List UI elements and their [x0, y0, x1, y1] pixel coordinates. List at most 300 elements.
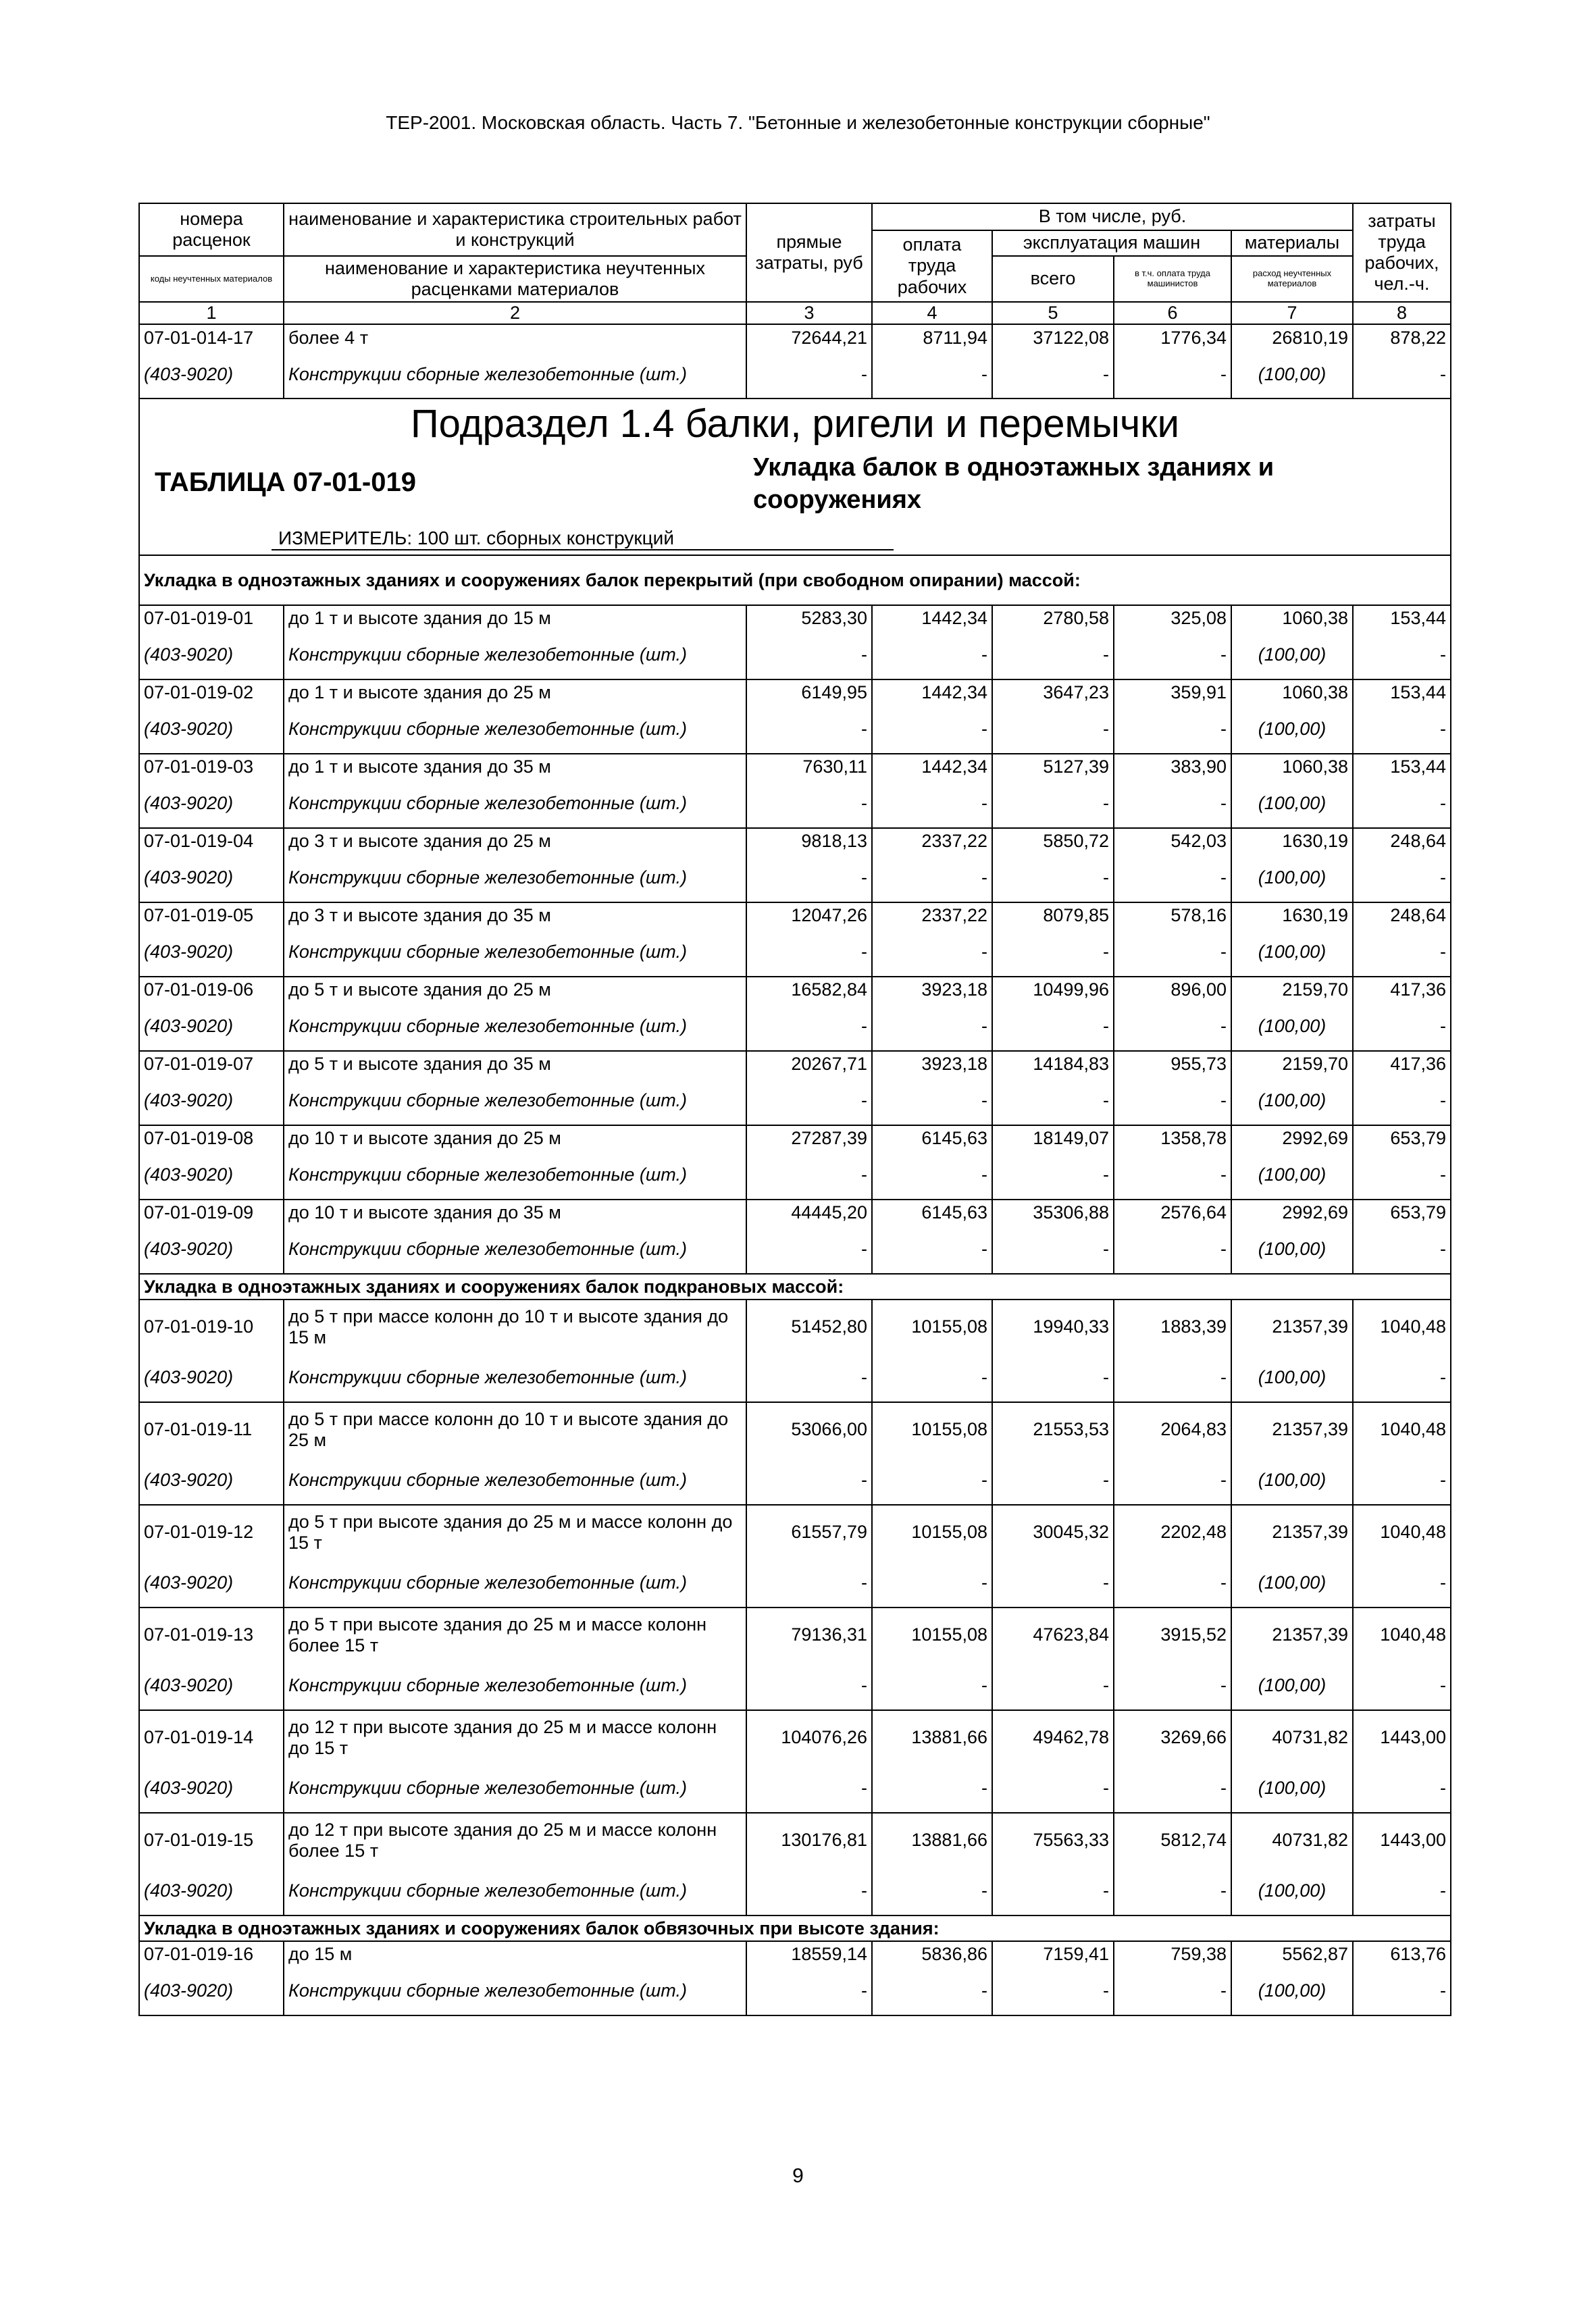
- header-direct-costs: прямые затраты, руб: [746, 203, 872, 302]
- empty-value: -: [746, 1967, 872, 2015]
- rate-value: 6149,95: [746, 679, 872, 705]
- empty-value: -: [872, 1002, 992, 1051]
- empty-value: -: [1114, 1867, 1231, 1916]
- empty-value: -: [992, 1354, 1114, 1402]
- rate-name: до 1 т и высоте здания до 15 м: [284, 605, 746, 631]
- rate-code: 07-01-019-01: [139, 605, 284, 631]
- empty-value: -: [872, 1867, 992, 1916]
- rate-value: 6145,63: [872, 1125, 992, 1151]
- empty-value: -: [746, 1456, 872, 1505]
- rate-value: 75563,33: [992, 1813, 1114, 1867]
- rates-table: [138, 203, 1451, 2016]
- table-heading-block: [139, 398, 1451, 555]
- rate-value: 5850,72: [992, 828, 1114, 854]
- material-name: Конструкции сборные железобетонные (шт.): [284, 1002, 746, 1051]
- empty-value: -: [992, 779, 1114, 828]
- material-consumption: (100,00): [1231, 928, 1353, 977]
- material-code: (403-9020): [139, 854, 284, 902]
- empty-value: -: [1353, 928, 1451, 977]
- empty-value: -: [1353, 1077, 1451, 1125]
- rate-value: 35306,88: [992, 1200, 1114, 1225]
- material-name: Конструкции сборные железобетонные (шт.): [284, 1662, 746, 1710]
- rate-value: 14184,83: [992, 1051, 1114, 1077]
- header-materials: материалы: [1231, 230, 1353, 256]
- column-number: 2: [284, 302, 746, 324]
- rate-value: 248,64: [1353, 828, 1451, 854]
- empty-value: -: [746, 1662, 872, 1710]
- empty-value: -: [872, 1967, 992, 2015]
- rate-value: 21357,39: [1231, 1402, 1353, 1456]
- empty-value: -: [1353, 1559, 1451, 1608]
- rate-value: 759,38: [1114, 1941, 1231, 1967]
- header-name: наименование и характеристика строительных работ и конструкций: [284, 203, 746, 256]
- empty-value: -: [992, 705, 1114, 754]
- rate-value: 613,76: [1353, 1941, 1451, 1967]
- rate-code: 07-01-019-10: [139, 1300, 284, 1354]
- rate-value: 53066,00: [746, 1402, 872, 1456]
- rate-code: 07-01-019-16: [139, 1941, 284, 1967]
- material-consumption: (100,00): [1231, 1662, 1353, 1710]
- material-consumption: (100,00): [1231, 631, 1353, 679]
- table-row: [139, 1608, 1451, 1662]
- rate-value: 896,00: [1114, 977, 1231, 1002]
- rate-value: 1443,00: [1353, 1710, 1451, 1764]
- material-code: (403-9020): [139, 1151, 284, 1200]
- material-name: Конструкции сборные железобетонные (шт.): [284, 1225, 746, 1274]
- column-number: 5: [992, 302, 1114, 324]
- page-number: 9: [792, 2165, 804, 2187]
- group-title: Укладка в одноэтажных зданиях и сооружениях балок обвязочных при высоте здания:: [139, 1916, 1451, 1941]
- material-row: [139, 1151, 1451, 1200]
- material-code: (403-9020): [139, 1456, 284, 1505]
- empty-value: -: [1353, 1354, 1451, 1402]
- table-row: [139, 754, 1451, 779]
- material-row: [139, 631, 1451, 679]
- group-header: [139, 1274, 1451, 1300]
- rate-value: 1358,78: [1114, 1125, 1231, 1151]
- group-header: [139, 555, 1451, 605]
- rate-value: 2337,22: [872, 828, 992, 854]
- empty-value: -: [992, 1867, 1114, 1916]
- empty-value: -: [872, 928, 992, 977]
- rate-value: 578,16: [1114, 902, 1231, 928]
- empty-value: -: [872, 351, 992, 398]
- rate-value: 153,44: [1353, 754, 1451, 779]
- empty-value: -: [872, 1456, 992, 1505]
- empty-value: -: [872, 1225, 992, 1274]
- rate-code: 07-01-019-06: [139, 977, 284, 1002]
- empty-value: -: [992, 1559, 1114, 1608]
- empty-value: -: [1353, 854, 1451, 902]
- header-labor: затраты труда рабочих, чел.-ч.: [1353, 203, 1451, 302]
- rate-value: 248,64: [1353, 902, 1451, 928]
- empty-value: -: [872, 1662, 992, 1710]
- header-machines-total: всего: [992, 256, 1114, 302]
- empty-value: -: [992, 1764, 1114, 1813]
- rate-value: 1040,48: [1353, 1505, 1451, 1559]
- header-labor-pay: оплата труда рабочих: [872, 230, 992, 302]
- rate-value: 417,36: [1353, 1051, 1451, 1077]
- rate-code: 07-01-019-05: [139, 902, 284, 928]
- rate-value: 10499,96: [992, 977, 1114, 1002]
- material-consumption: (100,00): [1231, 1764, 1353, 1813]
- rate-code: 07-01-019-03: [139, 754, 284, 779]
- unit-underline: [272, 549, 894, 550]
- empty-value: -: [1353, 1764, 1451, 1813]
- empty-value: -: [1114, 779, 1231, 828]
- empty-value: -: [1353, 1225, 1451, 1274]
- rate-name: более 4 т: [284, 324, 746, 351]
- table-row: [139, 1300, 1451, 1354]
- table-row: [139, 1505, 1451, 1559]
- table-row: [139, 1710, 1451, 1764]
- empty-value: -: [1353, 1662, 1451, 1710]
- rate-value: 955,73: [1114, 1051, 1231, 1077]
- rate-name: до 1 т и высоте здания до 25 м: [284, 679, 746, 705]
- rate-name: до 1 т и высоте здания до 35 м: [284, 754, 746, 779]
- rate-value: 9818,13: [746, 828, 872, 854]
- rate-value: 18559,14: [746, 1941, 872, 1967]
- rate-value: 5127,39: [992, 754, 1114, 779]
- table-row: [139, 1051, 1451, 1077]
- rate-value: 417,36: [1353, 977, 1451, 1002]
- empty-value: -: [1353, 1151, 1451, 1200]
- rate-value: 21553,53: [992, 1402, 1114, 1456]
- rate-value: 1060,38: [1231, 754, 1353, 779]
- rate-value: 5283,30: [746, 605, 872, 631]
- empty-value: -: [872, 779, 992, 828]
- rate-value: 653,79: [1353, 1125, 1451, 1151]
- rate-value: 1040,48: [1353, 1608, 1451, 1662]
- material-row: [139, 1225, 1451, 1274]
- rate-value: 47623,84: [992, 1608, 1114, 1662]
- material-name: Конструкции сборные железобетонные (шт.): [284, 1764, 746, 1813]
- rate-value: 2337,22: [872, 902, 992, 928]
- rate-name: до 12 т при высоте здания до 25 м и массе колонн до 15 т: [284, 1710, 746, 1764]
- empty-value: -: [872, 1354, 992, 1402]
- material-name: Конструкции сборные железобетонные (шт.): [284, 1867, 746, 1916]
- rate-code: 07-01-019-14: [139, 1710, 284, 1764]
- material-name: Конструкции сборные железобетонные (шт.): [284, 1559, 746, 1608]
- rate-name: до 5 т при массе колонн до 10 т и высоте здания до 15 м: [284, 1300, 746, 1354]
- material-consumption: (100,00): [1231, 1456, 1353, 1505]
- material-code: (403-9020): [139, 1002, 284, 1051]
- material-code: (403-9020): [139, 779, 284, 828]
- rate-value: 2159,70: [1231, 977, 1353, 1002]
- material-row: [139, 1456, 1451, 1505]
- rate-value: 10155,08: [872, 1300, 992, 1354]
- empty-value: -: [746, 705, 872, 754]
- rate-name: до 5 т при высоте здания до 25 м и массе колонн до 15 т: [284, 1505, 746, 1559]
- rate-value: 13881,66: [872, 1813, 992, 1867]
- material-code: (403-9020): [139, 1867, 284, 1916]
- empty-value: -: [992, 1077, 1114, 1125]
- rate-name: до 5 т при массе колонн до 10 т и высоте здания до 25 м: [284, 1402, 746, 1456]
- material-code: (403-9020): [139, 1764, 284, 1813]
- column-number: 8: [1353, 302, 1451, 324]
- rate-code: 07-01-019-08: [139, 1125, 284, 1151]
- empty-value: -: [872, 854, 992, 902]
- material-code: (403-9020): [139, 351, 284, 398]
- column-number: 7: [1231, 302, 1353, 324]
- empty-value: -: [1353, 779, 1451, 828]
- material-row: [139, 1662, 1451, 1710]
- material-row: [139, 1559, 1451, 1608]
- rate-value: 5812,74: [1114, 1813, 1231, 1867]
- rate-value: 2064,83: [1114, 1402, 1231, 1456]
- table-row: [139, 324, 1451, 351]
- rate-value: 1443,00: [1353, 1813, 1451, 1867]
- rate-value: 1630,19: [1231, 902, 1353, 928]
- empty-value: -: [992, 928, 1114, 977]
- rate-value: 104076,26: [746, 1710, 872, 1764]
- empty-value: -: [872, 705, 992, 754]
- rate-name: до 5 т и высоте здания до 35 м: [284, 1051, 746, 1077]
- rate-value: 61557,79: [746, 1505, 872, 1559]
- subsection-title: Подраздел 1.4 балки, ригели и перемычки: [410, 402, 1180, 446]
- rate-value: 1060,38: [1231, 679, 1353, 705]
- empty-value: -: [746, 1764, 872, 1813]
- rate-value: 44445,20: [746, 1200, 872, 1225]
- material-row: [139, 854, 1451, 902]
- table-row: [139, 828, 1451, 854]
- rate-name: до 15 м: [284, 1941, 746, 1967]
- unit-of-measure: ИЗМЕРИТЕЛЬ: 100 шт. сборных конструкций: [278, 528, 674, 549]
- material-consumption: (100,00): [1231, 705, 1353, 754]
- rate-value: 21357,39: [1231, 1608, 1353, 1662]
- table-title: Укладка балок в одноэтажных зданиях и сооружениях: [753, 453, 1275, 514]
- empty-value: -: [1353, 351, 1451, 398]
- empty-value: -: [1114, 928, 1231, 977]
- material-name: Конструкции сборные железобетонные (шт.): [284, 1456, 746, 1505]
- empty-value: -: [872, 1151, 992, 1200]
- empty-value: -: [746, 854, 872, 902]
- empty-value: -: [746, 1354, 872, 1402]
- empty-value: -: [992, 631, 1114, 679]
- rate-value: 21357,39: [1231, 1300, 1353, 1354]
- material-name: Конструкции сборные железобетонные (шт.): [284, 631, 746, 679]
- rate-value: 72644,21: [746, 324, 872, 351]
- empty-value: -: [992, 1662, 1114, 1710]
- empty-value: -: [1353, 631, 1451, 679]
- material-name: Конструкции сборные железобетонные (шт.): [284, 705, 746, 754]
- table-row: [139, 605, 1451, 631]
- rate-value: 16582,84: [746, 977, 872, 1002]
- material-code: (403-9020): [139, 1559, 284, 1608]
- table-row: [139, 1941, 1451, 1967]
- empty-value: -: [992, 854, 1114, 902]
- empty-value: -: [1353, 1002, 1451, 1051]
- material-code: (403-9020): [139, 1354, 284, 1402]
- empty-value: -: [1114, 351, 1231, 398]
- material-name: Конструкции сборные железобетонные (шт.): [284, 779, 746, 828]
- empty-value: -: [1114, 1077, 1231, 1125]
- material-code: (403-9020): [139, 1225, 284, 1274]
- rate-value: 1442,34: [872, 605, 992, 631]
- table-row: [139, 902, 1451, 928]
- empty-value: -: [1353, 1867, 1451, 1916]
- empty-value: -: [1114, 1559, 1231, 1608]
- rate-name: до 10 т и высоте здания до 25 м: [284, 1125, 746, 1151]
- empty-value: -: [1353, 1967, 1451, 2015]
- rate-value: 1060,38: [1231, 605, 1353, 631]
- rate-code: 07-01-019-15: [139, 1813, 284, 1867]
- empty-value: -: [1114, 1354, 1231, 1402]
- table-row: [139, 1813, 1451, 1867]
- rate-value: 8079,85: [992, 902, 1114, 928]
- material-code: (403-9020): [139, 1967, 284, 2015]
- rate-value: 6145,63: [872, 1200, 992, 1225]
- header-machines-pay: в т.ч. оплата труда машинистов: [1114, 256, 1231, 302]
- material-name: Конструкции сборные железобетонные (шт.): [284, 928, 746, 977]
- table-code: ТАБЛИЦА 07-01-019: [155, 467, 416, 498]
- rate-value: 8711,94: [872, 324, 992, 351]
- rate-value: 18149,07: [992, 1125, 1114, 1151]
- rate-value: 10155,08: [872, 1608, 992, 1662]
- rate-value: 1442,34: [872, 754, 992, 779]
- empty-value: -: [1353, 705, 1451, 754]
- table-row: [139, 1125, 1451, 1151]
- empty-value: -: [746, 1559, 872, 1608]
- empty-value: -: [1114, 631, 1231, 679]
- table-row: [139, 679, 1451, 705]
- material-name: Конструкции сборные железобетонные (шт.): [284, 351, 746, 398]
- empty-value: -: [1114, 1225, 1231, 1274]
- rate-name: до 3 т и высоте здания до 35 м: [284, 902, 746, 928]
- material-name: Конструкции сборные железобетонные (шт.): [284, 1354, 746, 1402]
- empty-value: -: [992, 1456, 1114, 1505]
- material-row: [139, 1764, 1451, 1813]
- empty-value: -: [746, 1867, 872, 1916]
- material-row: [139, 1867, 1451, 1916]
- empty-value: -: [992, 351, 1114, 398]
- empty-value: -: [992, 1002, 1114, 1051]
- rate-value: 653,79: [1353, 1200, 1451, 1225]
- material-consumption: (100,00): [1231, 351, 1353, 398]
- rate-value: 2992,69: [1231, 1125, 1353, 1151]
- rate-value: 542,03: [1114, 828, 1231, 854]
- group-title: Укладка в одноэтажных зданиях и сооружениях балок перекрытий (при свободном опирании) массой:: [139, 555, 1451, 605]
- empty-value: -: [1114, 1764, 1231, 1813]
- rate-value: 26810,19: [1231, 324, 1353, 351]
- header-code: номера расценок: [139, 203, 284, 256]
- rate-value: 1040,48: [1353, 1300, 1451, 1354]
- rate-value: 10155,08: [872, 1505, 992, 1559]
- material-consumption: (100,00): [1231, 1077, 1353, 1125]
- column-numbers-row: [139, 302, 1451, 324]
- material-code: (403-9020): [139, 1077, 284, 1125]
- rate-value: 3269,66: [1114, 1710, 1231, 1764]
- material-code: (403-9020): [139, 631, 284, 679]
- material-row: [139, 351, 1451, 398]
- empty-value: -: [1114, 854, 1231, 902]
- rate-value: 3923,18: [872, 1051, 992, 1077]
- table-row: [139, 977, 1451, 1002]
- rate-value: 21357,39: [1231, 1505, 1353, 1559]
- rate-value: 1776,34: [1114, 324, 1231, 351]
- rate-value: 12047,26: [746, 902, 872, 928]
- rate-value: 1630,19: [1231, 828, 1353, 854]
- empty-value: -: [872, 631, 992, 679]
- material-consumption: (100,00): [1231, 1151, 1353, 1200]
- empty-value: -: [746, 779, 872, 828]
- rate-value: 40731,82: [1231, 1813, 1353, 1867]
- rate-name: до 5 т при высоте здания до 25 м и массе колонн более 15 т: [284, 1608, 746, 1662]
- material-code: (403-9020): [139, 1662, 284, 1710]
- rate-value: 79136,31: [746, 1608, 872, 1662]
- empty-value: -: [992, 1967, 1114, 2015]
- rate-code: 07-01-019-07: [139, 1051, 284, 1077]
- rate-value: 2159,70: [1231, 1051, 1353, 1077]
- rate-value: 7159,41: [992, 1941, 1114, 1967]
- empty-value: -: [1114, 1151, 1231, 1200]
- rate-value: 1040,48: [1353, 1402, 1451, 1456]
- rate-value: 1442,34: [872, 679, 992, 705]
- rate-value: 359,91: [1114, 679, 1231, 705]
- rate-value: 878,22: [1353, 324, 1451, 351]
- header-name-sub: наименование и характеристика неучтенных расценками материалов: [284, 256, 746, 302]
- rate-code: 07-01-014-17: [139, 324, 284, 351]
- rate-value: 2202,48: [1114, 1505, 1231, 1559]
- rate-code: 07-01-019-02: [139, 679, 284, 705]
- rate-value: 37122,08: [992, 324, 1114, 351]
- material-row: [139, 705, 1451, 754]
- column-number: 3: [746, 302, 872, 324]
- empty-value: -: [1114, 1002, 1231, 1051]
- material-name: Конструкции сборные железобетонные (шт.): [284, 854, 746, 902]
- empty-value: -: [992, 1225, 1114, 1274]
- empty-value: -: [746, 631, 872, 679]
- rate-code: 07-01-019-11: [139, 1402, 284, 1456]
- material-consumption: (100,00): [1231, 1002, 1353, 1051]
- material-consumption: (100,00): [1231, 779, 1353, 828]
- rate-code: 07-01-019-09: [139, 1200, 284, 1225]
- rate-name: до 5 т и высоте здания до 25 м: [284, 977, 746, 1002]
- header-materials-sub: расход неучтенных материалов: [1231, 256, 1353, 302]
- material-consumption: (100,00): [1231, 1967, 1353, 2015]
- rate-value: 5836,86: [872, 1941, 992, 1967]
- empty-value: -: [872, 1559, 992, 1608]
- rate-value: 2576,64: [1114, 1200, 1231, 1225]
- empty-value: -: [746, 351, 872, 398]
- material-row: [139, 1967, 1451, 2015]
- column-number: 4: [872, 302, 992, 324]
- rate-value: 13881,66: [872, 1710, 992, 1764]
- rate-value: 3923,18: [872, 977, 992, 1002]
- rate-value: 27287,39: [746, 1125, 872, 1151]
- empty-value: -: [746, 1151, 872, 1200]
- empty-value: -: [1114, 705, 1231, 754]
- rate-code: 07-01-019-04: [139, 828, 284, 854]
- material-name: Конструкции сборные железобетонные (шт.): [284, 1967, 746, 2015]
- rate-value: 130176,81: [746, 1813, 872, 1867]
- rate-value: 1883,39: [1114, 1300, 1231, 1354]
- rate-value: 153,44: [1353, 605, 1451, 631]
- material-row: [139, 779, 1451, 828]
- rate-value: 20267,71: [746, 1051, 872, 1077]
- material-name: Конструкции сборные железобетонные (шт.): [284, 1151, 746, 1200]
- empty-value: -: [746, 928, 872, 977]
- rate-value: 19940,33: [992, 1300, 1114, 1354]
- rate-value: 153,44: [1353, 679, 1451, 705]
- rate-value: 10155,08: [872, 1402, 992, 1456]
- column-number: 1: [139, 302, 284, 324]
- rate-value: 5562,87: [1231, 1941, 1353, 1967]
- table-row: [139, 1402, 1451, 1456]
- material-consumption: (100,00): [1231, 1559, 1353, 1608]
- rate-name: до 3 т и высоте здания до 25 м: [284, 828, 746, 854]
- group-title: Укладка в одноэтажных зданиях и сооружениях балок подкрановых массой:: [139, 1274, 1451, 1300]
